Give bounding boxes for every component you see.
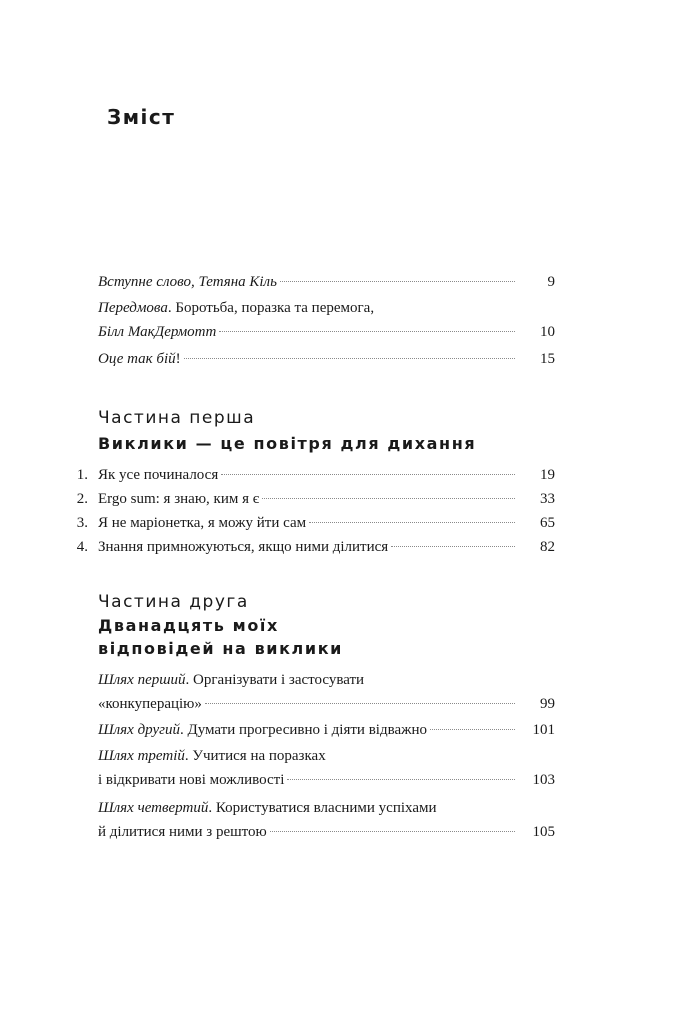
dot-leader [221,474,515,475]
entry-title: Як усе починалося [98,467,219,483]
entry-title-line-1: Шлях четвертий. Користуватися власними успіхами [98,800,437,816]
chapter-number: 3. [76,515,88,531]
page-number: 82 [540,539,555,555]
page-number: 99 [540,696,555,712]
dot-leader [287,779,515,780]
entry-title: Знання примножуються, якщо ними ділитися [98,539,389,555]
dot-leader [219,331,515,332]
page-number: 105 [532,824,555,840]
toc-entry-preface[interactable] [98,296,555,344]
entry-title: й ділитися ними з рештою [98,824,267,840]
page-number: 103 [532,772,555,788]
dot-leader [262,498,515,499]
dot-leader [309,522,515,523]
dot-leader [430,729,515,730]
entry-title: Вступне слово, Тетяна Кіль [98,274,277,290]
page-number: 65 [540,515,555,531]
entry-title: і відкривати нові можливості [98,772,285,788]
chapter-number: 4. [76,539,88,555]
entry-title-line-1: Передмова. Боротьба, поразка та перемога, [98,300,375,316]
toc-chapter-4[interactable] [76,535,555,559]
page-number: 101 [532,722,555,738]
toc-entry-what-a-fight[interactable] [98,347,555,371]
chapter-number: 2. [76,491,88,507]
toc-chapter-3[interactable] [76,511,555,535]
dot-leader [391,546,515,547]
entry-title: Шлях другий. Думати прогресивно і діяти відважно [98,722,428,738]
part-2-title-line-2: відповідей на виклики [98,639,343,658]
toc-entry-path-3[interactable] [98,744,555,792]
page-number: 19 [540,467,555,483]
toc-entry-path-2[interactable] [98,718,555,742]
entry-title: «конкуперацію» [98,696,202,712]
page-number: 15 [540,351,555,367]
toc-entry-path-4[interactable] [98,796,555,844]
toc-entry-path-1[interactable] [98,668,555,716]
toc-entry-foreword-kil[interactable] [98,270,555,294]
entry-title: Я не маріонетка, я можу йти сам [98,515,307,531]
part-2-label: Частина друга [98,592,249,612]
part-1-label: Частина перша [98,408,256,428]
entry-title: Ergo sum: я знаю, ким я є [98,491,260,507]
page-number: 33 [540,491,555,507]
part-2-title-line-1: Дванадцять моїх [98,616,279,635]
dot-leader [270,831,515,832]
entry-title-line-1: Шлях перший. Організувати і застосувати [98,672,365,688]
chapter-number: 1. [76,467,88,483]
entry-title: Оце так бій! [98,351,181,367]
page-number: 9 [547,274,555,290]
dot-leader [205,703,515,704]
dot-leader [280,281,515,282]
page-number: 10 [540,324,555,340]
toc-chapter-1[interactable] [76,463,555,487]
toc-chapter-2[interactable] [76,487,555,511]
entry-title-line-1: Шлях третій. Учитися на поразках [98,748,326,764]
entry-title: Білл МакДермотт [98,324,217,340]
part-1-title: Виклики — це повітря для дихання [98,434,477,453]
page-title: Зміст [107,105,176,129]
dot-leader [184,358,515,359]
